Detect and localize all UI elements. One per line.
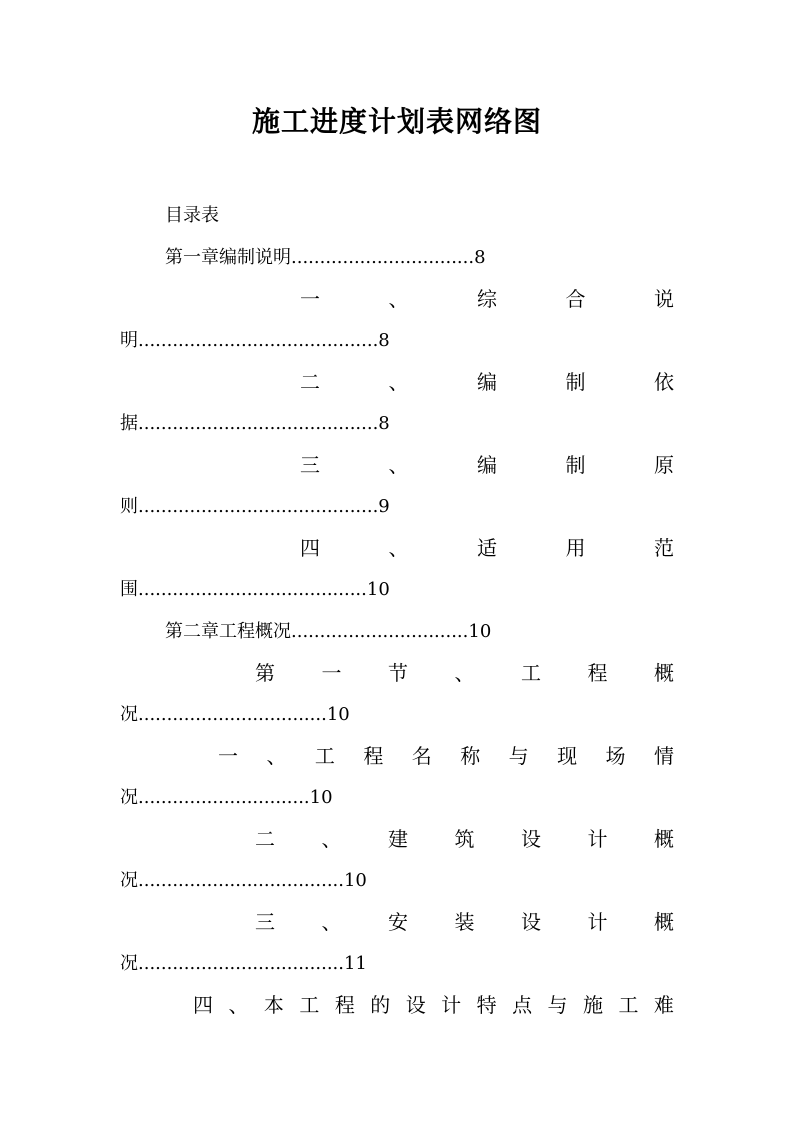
toc-entry-2-3-spread: 三 、 安 装 设 计 概 bbox=[255, 910, 674, 934]
toc-entry-2-1-cont: 况..............................10 bbox=[120, 787, 333, 808]
toc-entry-2-2-spread: 二 、 建 筑 设 计 概 bbox=[255, 827, 674, 851]
toc-entry-2-2-cont: 况....................................10 bbox=[120, 870, 367, 891]
toc-entry-2-3-cont: 况....................................11 bbox=[120, 953, 367, 974]
toc-heading: 目录表 bbox=[165, 205, 219, 226]
toc-entry-chapter-1: 第一章编制说明................................8 bbox=[165, 247, 486, 268]
toc-entry-1-3-cont: 则..........................................9 bbox=[120, 496, 390, 517]
toc-entry-1-2-spread: 二 、 编 制 依 bbox=[300, 370, 674, 394]
toc-entry-1-1-spread: 一 、 综 合 说 bbox=[300, 287, 674, 311]
toc-entry-2-s1-spread: 第 一 节 、 工 程 概 bbox=[255, 661, 674, 685]
toc-entry-1-1-cont: 明..........................................8 bbox=[120, 330, 390, 351]
toc-entry-1-2-cont: 据..........................................8 bbox=[120, 413, 390, 434]
toc-entry-1-3-spread: 三 、 编 制 原 bbox=[300, 453, 674, 477]
toc-entry-2-1-spread: 一 、 工 程 名 称 与 现 场 情 bbox=[218, 744, 674, 768]
toc-entry-1-4-cont: 围........................................10 bbox=[120, 579, 390, 600]
toc-entry-chapter-2: 第二章工程概况...............................10 bbox=[165, 621, 492, 642]
toc-entry-2-s1-cont: 况.................................10 bbox=[120, 704, 350, 725]
document-title: 施工进度计划表网络图 bbox=[251, 105, 542, 138]
toc-entry-1-4-spread: 四 、 适 用 范 bbox=[300, 536, 674, 560]
toc-entry-2-4-spread: 四 、 本 工 程 的 设 计 特 点 与 施 工 难 bbox=[193, 993, 674, 1017]
